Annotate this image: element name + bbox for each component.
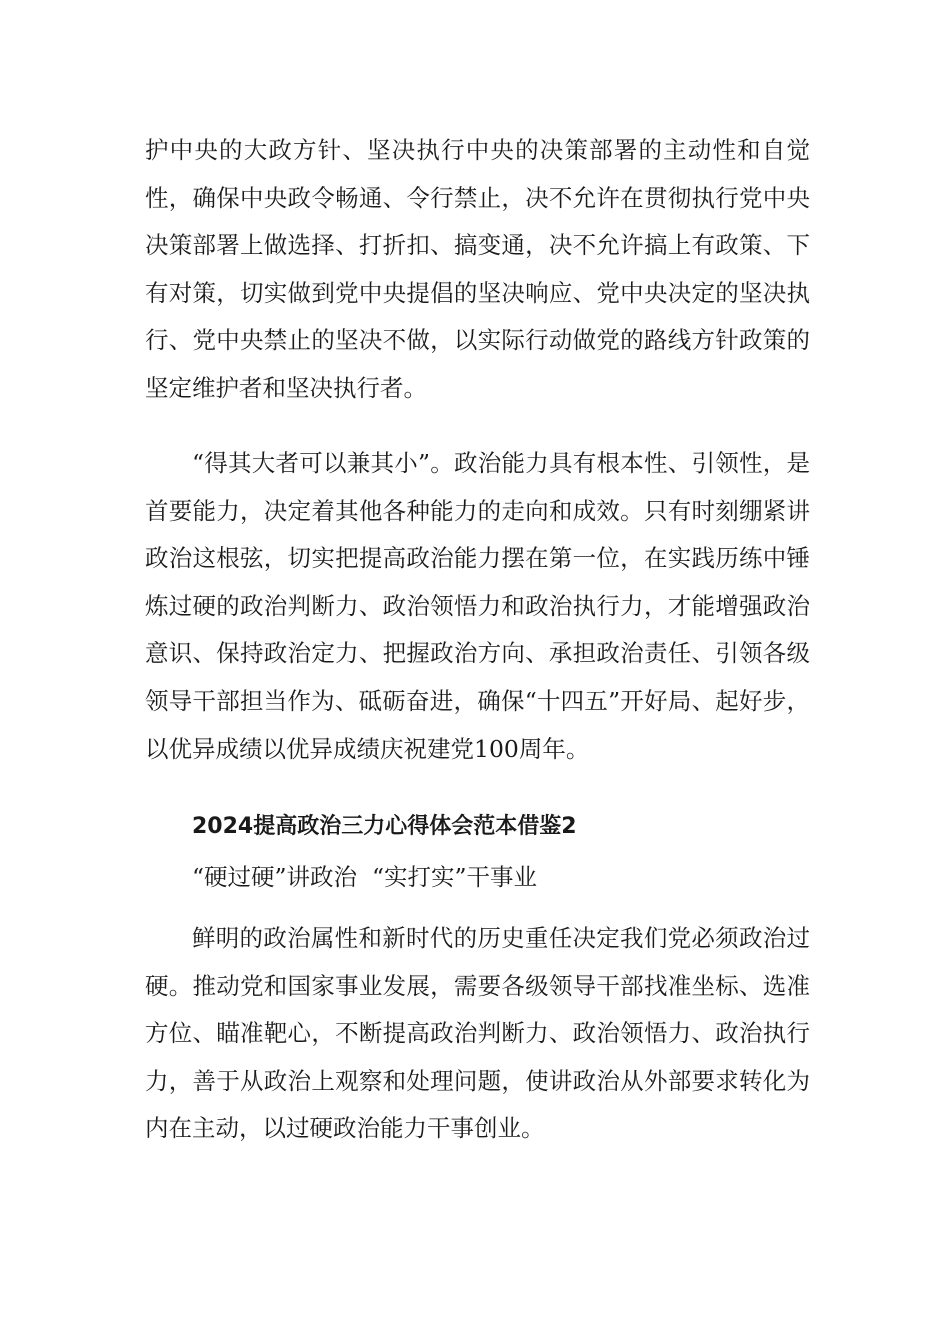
body-paragraph: 护中央的大政方针、坚决执行中央的决策部署的主动性和自觉性，确保中央政令畅通、令行禁止，决不允许在贯彻执行党中央决策部署上做选择、打折扣、搞变通，决不允许搞上有政策、下有对策，切实做到党中央提倡的坚决响应、党中央决定的坚决执行、党中央禁止的坚决不做，以实际行动做党的路线方针政策的坚定维护者和坚决执行者。: [145, 136, 810, 402]
body-paragraph: “得其大者可以兼其小”。政治能力具有根本性、引领性，是首要能力，决定着其他各种能力的走向和成效。只有时刻绷紧讲政治这根弦，切实把提高政治能力摆在第一位，在实践历练中锤炼过硬的政治判断力、政治领悟力和政治执行力，才能增强政治意识、保持政治定力、把握政治方向、承担政治责任、引领各级领导干部担当作为、砥砺奋进，确保“十四五”开好局、起好步，以优异成绩以优异成绩庆祝建党100周年。: [145, 449, 810, 763]
section-heading: 2024提高政治三力心得体会范本借鉴2: [192, 814, 577, 839]
body-paragraph: 鲜明的政治属性和新时代的历史重任决定我们党必须政治过硬。推动党和国家事业发展，需要各级领导干部找准坐标、选准方位、瞄准靶心，不断提高政治判断力、政治领悟力、政治执行力，善于从政治上观察和处理问题，使讲政治从外部要求转化为内在主动，以过硬政治能力干事创业。: [145, 924, 810, 1143]
article-subtitle: “硬过硬”讲政治 “实打实”干事业: [192, 863, 537, 891]
